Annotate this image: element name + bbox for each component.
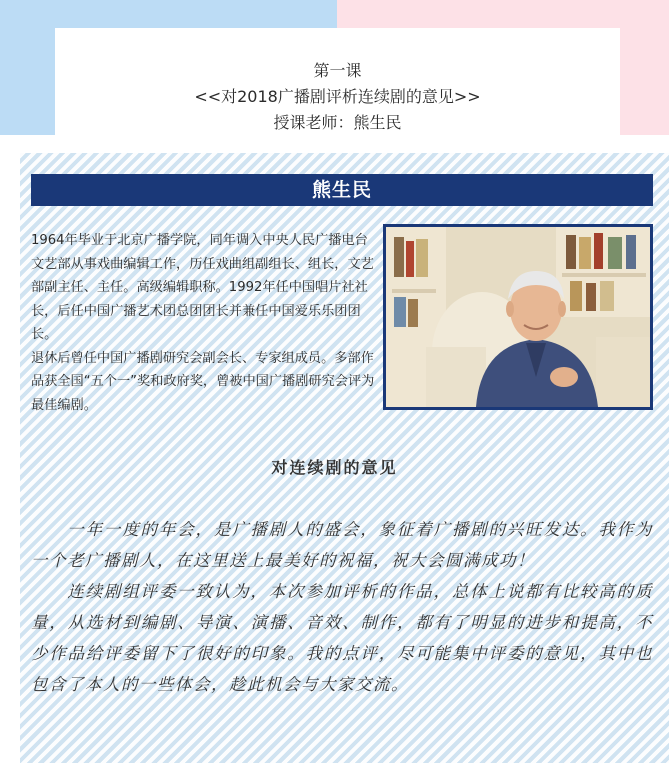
article-body: [31, 514, 653, 700]
article-paragraph: 一年一度的年会，是广播剧人的盛会，象征着广播剧的兴旺发达。我作为一个老广播剧人，在这里送上最美好的祝福，祝大会圆满成功！: [31, 520, 653, 570]
teacher-name-bar: 熊生民: [31, 174, 653, 206]
course-title: <<对2018广播剧评析连续剧的意见>>: [194, 87, 481, 106]
teacher-photo: [383, 224, 653, 410]
teacher-label: 授课老师：熊生民: [273, 113, 402, 132]
article-paragraph: 连续剧组评委一致认为，本次参加评析的作品，总体上说都有比较高的质量，从选材到编剧、导演、演播、音效、制作，都有了明显的进步和提高，不少作品给评委留下了很好的印象。我的点评，尽可能集中评委的意见，其中也包含了本人的一些体会，趁此机会与大家交流。: [31, 582, 653, 694]
bio-paragraph: 1964年毕业于北京广播学院，同年调入中央人民广播电台文艺部从事戏曲编辑工作，历任戏曲组副组长、组长，文艺部副主任、主任。高级编辑职称。1992年任中国唱片社社长，后任中国广播艺术团总团团长并兼任中国爱乐乐团团长。: [31, 233, 374, 342]
portrait-illustration: [386, 227, 650, 407]
lesson-header: [55, 28, 620, 148]
article-title: 对连续剧的意见: [271, 458, 398, 477]
teacher-bio: [31, 229, 377, 417]
bio-paragraph: 退休后曾任中国广播剧研究会副会长、专家组成员。多部作品获全国“五个一”奖和政府奖，曾被中国广播剧研究会评为最佳编剧。: [31, 350, 375, 413]
lesson-number: 第一课: [313, 61, 362, 80]
